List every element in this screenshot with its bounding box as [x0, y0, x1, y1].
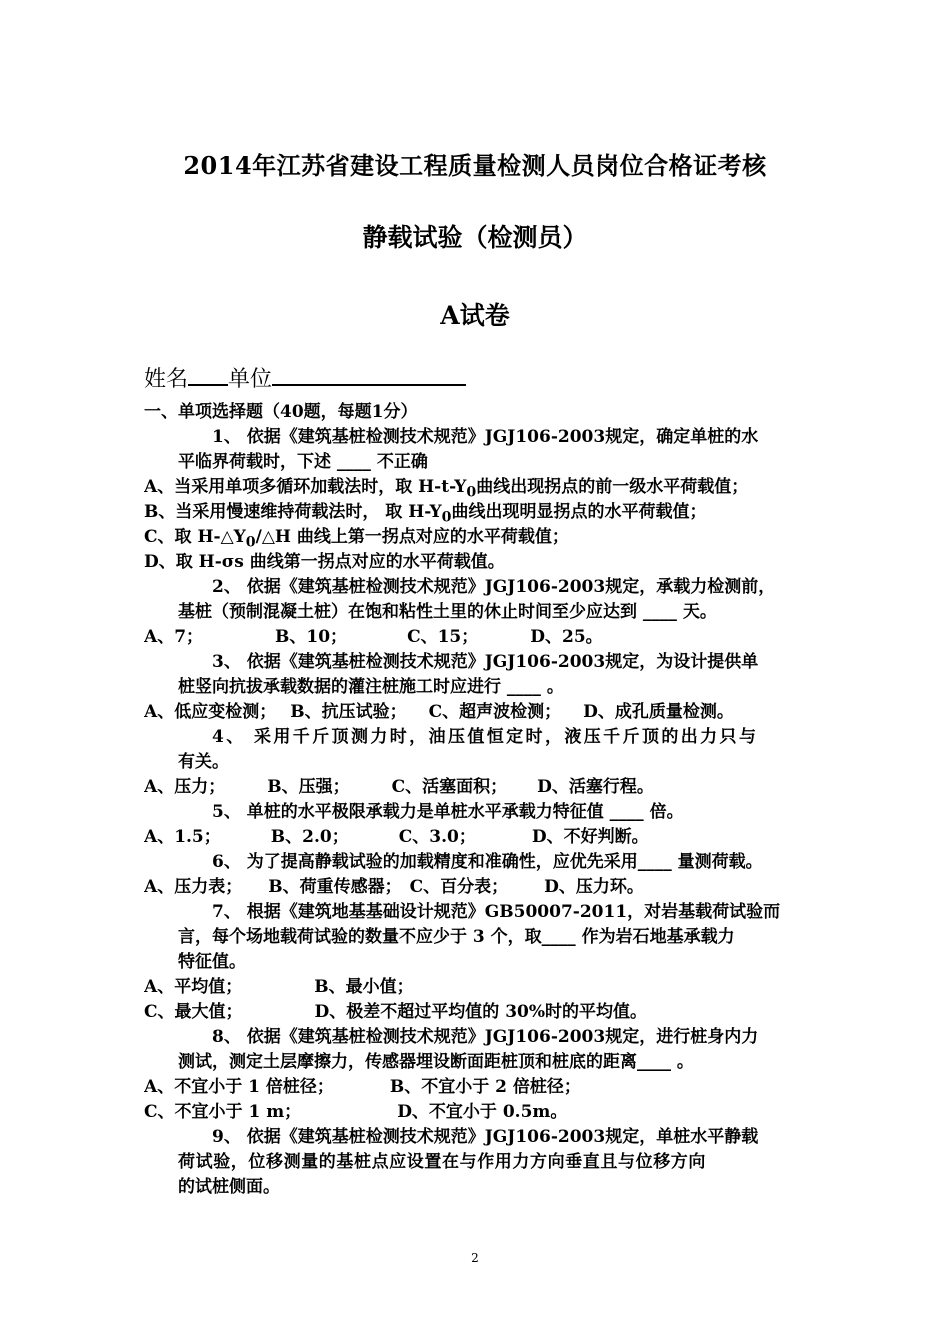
page-number: 2	[471, 1251, 479, 1265]
option-d: D、压力环。	[544, 877, 644, 897]
name-unit-row	[144, 362, 466, 393]
question-7-line-3: 特征值。	[178, 952, 246, 972]
option-d: D、活塞行程。	[537, 777, 654, 797]
option-a: A、压力；	[144, 777, 226, 797]
unit-blank	[272, 366, 466, 386]
question-1-option-c: C、取 $H-\triangle Y_0/\triangle H$ 曲线上第一拐点对应的水平荷载值；	[144, 527, 569, 550]
option-c: C、15；	[407, 627, 479, 647]
option-b: B、不宜小于 2 倍桩径；	[389, 1077, 581, 1097]
question-4-options	[144, 775, 814, 800]
option-d: D、不好判断。	[531, 827, 649, 847]
section-heading: 一、单项选择题（40题，每题1分）	[144, 402, 418, 422]
name-label: 姓名	[144, 367, 189, 392]
option-b: B、抗压试验；	[290, 702, 407, 722]
question-9-line-1: 9、 依据《建筑基桩检测技术规范》JGJ106-2003规定，单桩水平静载	[212, 1127, 759, 1147]
question-8-line-1: 8、 依据《建筑基桩检测技术规范》JGJ106-2003规定，进行桩身内力	[212, 1027, 759, 1047]
option-a: A、低应变检测；	[144, 702, 277, 722]
option-a: A、1.5；	[144, 827, 221, 847]
question-1-option-a: A、当采用单项多循环加载法时，取 $H-t-Y_0$曲线出现拐点的前一级水平荷载值；	[144, 477, 749, 500]
name-blank	[188, 366, 228, 386]
exam-title: 2014年江苏省建设工程质量检测人员岗位合格证考核	[183, 151, 767, 180]
option-c: C、百分表；	[409, 877, 509, 897]
question-list	[144, 400, 814, 1200]
option-a: A、平均值；	[144, 977, 243, 997]
option-b: B、10；	[275, 627, 348, 647]
question-7-options-cd	[144, 1000, 814, 1025]
question-4-line-1: 4、 采用千斤顶测力时，油压值恒定时，液压千斤顶的出力只与	[212, 727, 759, 747]
question-7-line-1: 7、 根据《建筑地基基础设计规范》GB50007-2011，对岩基载荷试验而	[212, 902, 781, 922]
question-7-line-2: 言，每个场地载荷试验的数量不应少于 3 个，取____ 作为岩石地基承载力	[178, 927, 735, 947]
question-1-line-2: 平临界荷载时，下述 ____ 不正确	[178, 452, 428, 472]
option-b: B、压强；	[267, 777, 350, 797]
question-3-line-2: 桩竖向抗拔承载数据的灌注桩施工时应进行 ____ 。	[178, 677, 564, 697]
question-2-options	[144, 625, 814, 650]
question-3-options	[144, 700, 814, 725]
unit-label: 单位	[228, 367, 273, 392]
question-8-options-cd	[144, 1100, 814, 1125]
option-b: B、荷重传感器；	[268, 877, 402, 897]
question-7-options-ab	[144, 975, 814, 1000]
option-d: D、成孔质量检测。	[583, 702, 734, 722]
question-3-line-1: 3、 依据《建筑基桩检测技术规范》JGJ106-2003规定，为设计提供单	[212, 652, 759, 672]
question-8-line-2: 测试，测定土层摩擦力，传感器埋设断面距桩顶和桩底的距离____ 。	[178, 1052, 694, 1072]
question-6-line-1: 6、 为了提高静载试验的加载精度和准确性，应优先采用____ 量测荷载。	[212, 852, 763, 872]
question-5-line-1: 5、 单桩的水平极限承载力是单桩水平承载力特征值 ____ 倍。	[212, 802, 684, 822]
question-6-options	[144, 875, 814, 900]
exam-subtitle: 静载试验（检测员）	[362, 223, 588, 252]
question-9-line-3: 的试桩侧面。	[178, 1177, 280, 1197]
question-1-line-1: 1、 依据《建筑基桩检测技术规范》JGJ106-2003规定，确定单桩的水	[212, 427, 759, 447]
paper-label: A试卷	[440, 301, 510, 330]
option-a: A、压力表；	[144, 877, 243, 897]
option-a: A、不宜小于 1 倍桩径；	[144, 1077, 334, 1097]
option-d: D、不宜小于 0.5m。	[397, 1102, 568, 1122]
question-5-options	[144, 825, 814, 850]
option-b: B、2.0；	[270, 827, 349, 847]
option-c: C、超声波检测；	[428, 702, 562, 722]
question-2-line-2: 基桩（预制混凝土桩）在饱和粘性土里的休止时间至少应达到 ____ 天。	[178, 602, 717, 622]
option-d: D、25。	[530, 627, 603, 647]
question-1-option-b: B、当采用慢速维持荷载法时， 取 $H-Y_0$曲线出现明显拐点的水平荷载值；	[144, 502, 707, 525]
option-b: B、最小值；	[314, 977, 414, 997]
option-c: C、活塞面积；	[391, 777, 508, 797]
option-a: A、7；	[144, 627, 204, 647]
question-4-line-2: 有关。	[178, 752, 229, 772]
question-2-line-1: 2、 依据《建筑基桩检测技术规范》JGJ106-2003规定，承载力检测前，	[212, 577, 776, 597]
option-c: C、不宜小于 1 m；	[144, 1102, 302, 1122]
option-c: C、3.0；	[398, 827, 476, 847]
question-8-options-ab	[144, 1075, 814, 1100]
option-c: C、最大值；	[144, 1002, 243, 1022]
question-1-option-d: D、取 H-σs 曲线第一拐点对应的水平荷载值。	[144, 552, 505, 572]
option-d: D、极差不超过平均值的 30%时的平均值。	[314, 1002, 648, 1022]
question-9-line-2: 荷试验，位移测量的基桩点应设置在与作用力方向垂直且与位移方向	[178, 1152, 706, 1172]
